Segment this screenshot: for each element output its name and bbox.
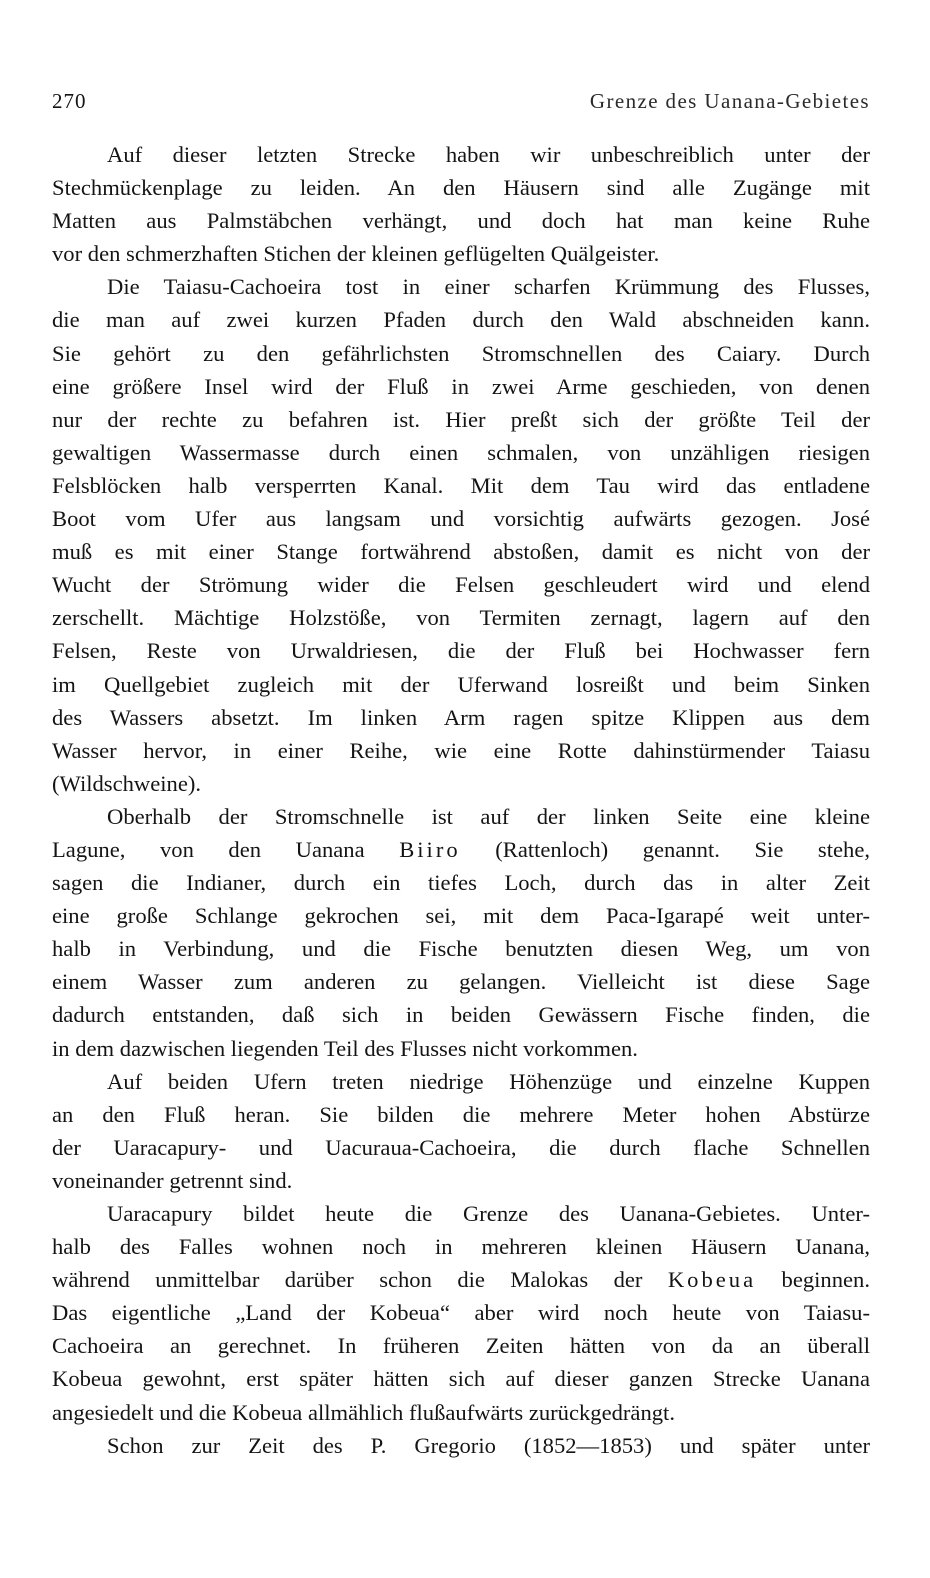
text-line: zerschellt. Mächtige Holzstöße, von Termiten zernagt, lagern auf den — [52, 605, 870, 631]
paragraph — [52, 800, 870, 1065]
running-head — [52, 86, 870, 116]
text-line: eine große Schlange gekrochen sei, mit dem Paca-Igarapé weit unter- — [52, 903, 870, 929]
text-line: Oberhalb der Stromschnelle ist auf der linken Seite eine kleine — [107, 803, 870, 829]
text-line: vor den schmerzhaften Stichen der kleinen geflügelten Quälgeister. — [52, 241, 660, 267]
text-line: halb des Falles wohnen noch in mehreren kleinen Häusern Uanana, — [52, 1234, 870, 1260]
line-segment: beginnen. — [756, 1267, 870, 1293]
text-line: in dem dazwischen liegenden Teil des Flusses nicht vorkommen. — [52, 1035, 638, 1061]
line-segment: Lagune, von den Uanana — [52, 836, 400, 862]
text-line: Boot vom Ufer aus langsam und vorsichtig aufwärts gezogen. José — [52, 506, 870, 532]
text-line: Die Taiasu-Cachoeira tost in einer scharfen Krümmung des Flusses, — [107, 274, 870, 300]
text-line: Auf beiden Ufern treten niedrige Höhenzüge und einzelne Kuppen — [107, 1068, 870, 1094]
text-line: eine größere Insel wird der Fluß in zwei Arme geschieden, von denen — [52, 373, 870, 399]
text-line: an den Fluß heran. Sie bilden die mehrere Meter hohen Abstürze — [52, 1101, 870, 1127]
paragraph — [52, 1429, 870, 1462]
spaced-term: Kobeua — [667, 1267, 757, 1293]
text-line: Auf dieser letzten Strecke haben wir unbeschreiblich unter der — [107, 142, 870, 167]
text-line: Das eigentliche „Land der Kobeua“ aber wird noch heute von Taiasu- — [52, 1300, 870, 1326]
paragraph — [52, 270, 870, 800]
text-line: des Wassers absetzt. Im linken Arm ragen spitze Klippen aus dem — [52, 704, 870, 730]
page-number: 270 — [52, 89, 87, 113]
text-line: Schon zur Zeit des P. Gregorio (1852—1853) und später unter — [107, 1432, 870, 1458]
text-line: der Uaracapury- und Uacuraua-Cachoeira, die durch flache Schnellen — [52, 1134, 870, 1160]
text-line: sagen die Indianer, durch ein tiefes Loch, durch das in alter Zeit — [52, 870, 870, 896]
text-line: Wasser hervor, in einer Reihe, wie eine Rotte dahinstürmender Taiasu — [52, 737, 870, 763]
text-line: halb in Verbindung, und die Fische benutzten diesen Weg, um von — [52, 936, 870, 962]
text-line: im Quellgebiet zugleich mit der Uferwand losreißt und beim Sinken — [52, 671, 870, 697]
body-text — [52, 138, 870, 1462]
paragraph — [52, 1197, 870, 1429]
text-line: Felsen, Reste von Urwaldriesen, die der Fluß bei Hochwasser fern — [52, 638, 870, 664]
text-line: einem Wasser zum anderen zu gelangen. Vielleicht ist diese Sage — [52, 969, 870, 995]
text-line: Uaracapury bildet heute die Grenze des Uanana-Gebietes. Unter- — [107, 1201, 870, 1226]
spaced-term: Biiro — [399, 836, 461, 862]
text-line: Cachoeira an gerechnet. In früheren Zeiten hätten von da an überall — [52, 1333, 870, 1359]
text-line: Sie gehört zu den gefährlichsten Stromschnellen des Caiary. Durch — [52, 340, 870, 366]
text-line: gewaltigen Wassermasse durch einen schmalen, von unzähligen riesigen — [52, 439, 870, 465]
text-line: Wucht der Strömung wider die Felsen geschleudert wird und elend — [52, 572, 870, 598]
text-line — [52, 833, 870, 866]
text-line: muß es mit einer Stange fortwährend abstoßen, damit es nicht von der — [52, 539, 870, 565]
text-line: Stechmückenplage zu leiden. An den Häusern sind alle Zugänge mit — [52, 175, 870, 201]
text-line: (Wildschweine). — [52, 770, 202, 796]
text-line: Kobeua gewohnt, erst später hätten sich auf dieser ganzen Strecke Uanana — [52, 1366, 870, 1392]
text-line: die man auf zwei kurzen Pfaden durch den Wald abschneiden kann. — [52, 307, 870, 333]
text-line: Felsblöcken halb versperrten Kanal. Mit dem Tau wird das entladene — [52, 472, 870, 498]
line-segment: während unmittelbar darüber schon die Malokas der — [52, 1267, 668, 1293]
text-line — [52, 1263, 870, 1296]
paragraph — [52, 1065, 870, 1197]
text-line: dadurch entstanden, daß sich in beiden Gewässern Fische finden, die — [52, 1002, 870, 1028]
text-line: angesiedelt und die Kobeua allmählich flußaufwärts zurückgedrängt. — [52, 1399, 675, 1425]
text-line: nur der rechte zu befahren ist. Hier preßt sich der größte Teil der — [52, 406, 870, 432]
text-line: voneinander getrennt sind. — [52, 1167, 293, 1193]
paragraph — [52, 138, 870, 270]
line-segment: (Rattenloch) genannt. Sie stehe, — [460, 836, 870, 862]
running-head-title: Grenze des Uanana-Gebietes — [589, 89, 870, 113]
text-line: Matten aus Palmstäbchen verhängt, und doch hat man keine Ruhe — [52, 208, 870, 234]
